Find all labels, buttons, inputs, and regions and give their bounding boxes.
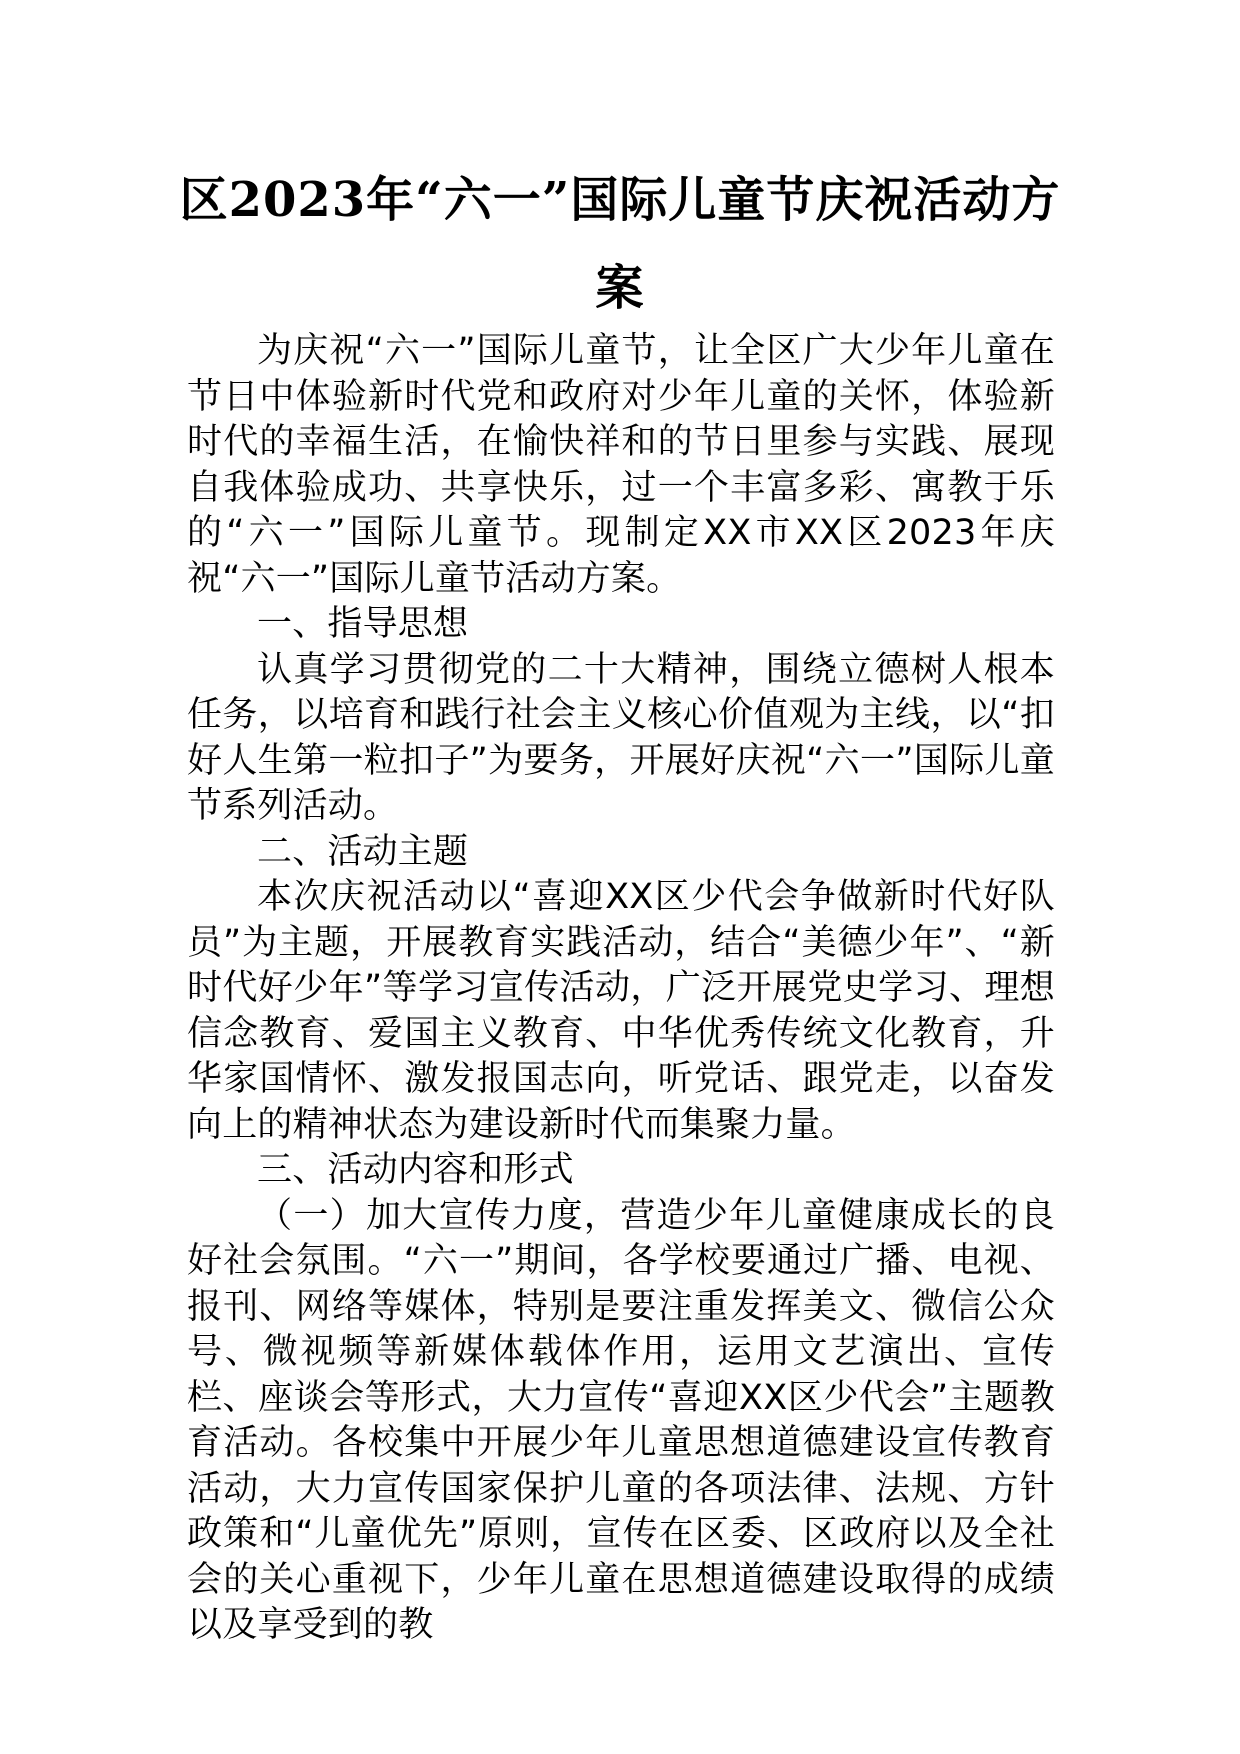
document-title-line-1: 区2023年“六一”国际儿童节庆祝活动方 <box>179 172 1061 228</box>
section-heading-activity-theme: 二、活动主题 <box>257 831 469 872</box>
guiding-ideology-paragraph: 认真学习贯彻党的二十大精神，围绕立德树人根本任务，以培育和践行社会主义核心价值观为主线，以“扣好人生第一粒扣子”为要务，开展好庆祝“六一”国际儿童节系列活动。 <box>187 649 1055 826</box>
document-body <box>187 329 1055 1649</box>
content-and-form-paragraph: （一）加大宣传力度，营造少年儿童健康成长的良好社会氛围。“六一”期间，各学校要通过广播、电视、报刊、网络等媒体，特别是要注重发挥美文、微信公众号、微视频等新媒体载体作用，运用文艺演出、宣传栏、座谈会等形式，大力宣传“喜迎XX区少代会”主题教育活动。各校集中开展少年儿童思想道德建设宣传教育活动，大力宣传国家保护儿童的各项法律、法规、方针政策和“儿童优先”原则，宣传在区委、区政府以及全社会的关心重视下，少年儿童在思想道德建设取得的成绩以及享受到的教 <box>187 1195 1055 1645</box>
intro-paragraph: 为庆祝“六一”国际儿童节，让全区广大少年儿童在节日中体验新时代党和政府对少年儿童的关怀，体验新时代的幸福生活，在愉快祥和的节日里参与实践、展现自我体验成功、共享快乐，过一个丰富多彩、寓教于乐的“六一”国际儿童节。现制定XX市XX区2023年庆祝“六一”国际儿童节活动方案。 <box>187 331 1055 599</box>
section-heading-content-and-form: 三、活动内容和形式 <box>257 1150 574 1190</box>
document-title-line-2: 案 <box>595 260 645 316</box>
section-heading-guiding-ideology: 一、指导思想 <box>257 604 469 644</box>
activity-theme-paragraph: 本次庆祝活动以“喜迎XX区少代会争做新时代好队员”为主题，开展教育实践活动，结合“美德少年”、“新时代好少年”等学习宣传活动，广泛开展党史学习、理想信念教育、爱国主义教育、中华优秀传统文化教育，升华家国情怀、激发报国志向，听党话、跟党走，以奋发向上的精神状态为建设新时代而集聚力量。 <box>187 877 1055 1145</box>
